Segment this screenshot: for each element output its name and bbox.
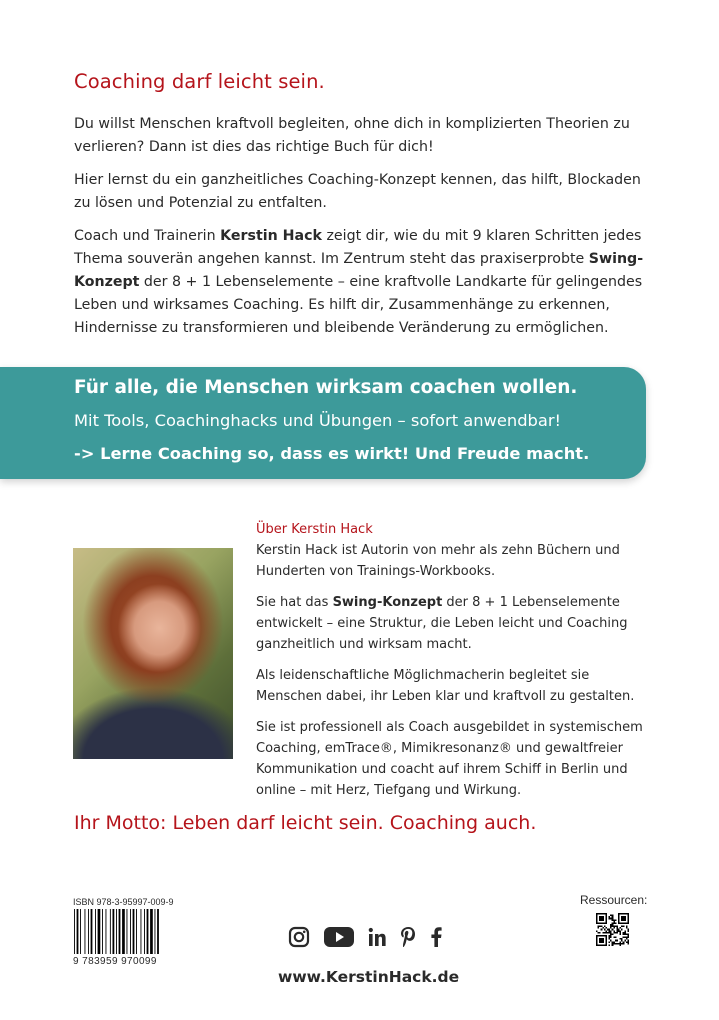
linkedin-icon[interactable] xyxy=(368,927,386,947)
banner-line-1: Für alle, die Menschen wirksam coachen wollen. xyxy=(74,377,578,398)
pinterest-icon[interactable] xyxy=(400,926,416,948)
author-name: Kerstin Hack xyxy=(220,228,322,244)
text-run: Sie hat das xyxy=(256,595,333,610)
concept-name: Swing-Konzept xyxy=(74,251,644,290)
text-run: der 8 + 1 Lebenselemente – eine kraftvolle Landkarte für gelingendes Leben und wirksames Coaching. Es hilft dir, Zusammenhänge zu erkennen, Hindernisse zu transformieren und bleibende Veränderung zu ermöglichen. xyxy=(74,274,643,336)
text-run: der 8 + 1 Lebenselemente entwickelt – eine Struktur, die Leben leicht und Coaching ganzheitlich und wirksam macht. xyxy=(256,595,628,652)
intro-paragraph-2: Hier lernst du ein ganzheitliches Coaching-Konzept kennen, das hilft, Blockaden zu lösen und Potenzial zu entfalten. xyxy=(74,172,641,211)
social-links xyxy=(288,926,442,948)
motto: Ihr Motto: Leben darf leicht sein. Coaching auch. xyxy=(74,812,537,834)
isbn-label: ISBN 978-3-95997-009-9 xyxy=(73,897,174,907)
isbn-digits: 9 783959 970099 xyxy=(73,956,157,967)
author-photo xyxy=(73,548,233,759)
about-heading: Über Kerstin Hack xyxy=(256,522,373,537)
intro-paragraph-1: Du willst Menschen kraftvoll begleiten, ohne dich in komplizierten Theorien zu verlieren? Dann ist dies das richtige Buch für dich! xyxy=(74,116,630,155)
intro-headline: Coaching darf leicht sein. xyxy=(74,70,325,93)
about-paragraph-4: Sie ist professionell als Coach ausgebildet in systemischem Coaching, emTrace®, Mimikresonanz® und gewaltfreier Kommunikation und coacht auf ihrem Schiff in Berlin und online – mit Herz, Tiefgang und Wirkung. xyxy=(256,720,643,798)
banner-line-3: -> Lerne Coaching so, dass es wirkt! Und Freude macht. xyxy=(74,444,590,463)
intro-paragraph-3 xyxy=(74,225,654,340)
about-paragraph-2 xyxy=(256,592,656,655)
teal-banner xyxy=(0,367,646,479)
about-section xyxy=(256,522,656,811)
instagram-icon[interactable] xyxy=(288,926,310,948)
barcode xyxy=(73,909,168,954)
concept-name: Swing-Konzept xyxy=(332,595,443,610)
text-run: zeigt dir, wie du mit 9 klaren Schritten jedes Thema souverän angehen kannst. Im Zentrum steht das praxiserprobte xyxy=(74,228,642,267)
intro-section xyxy=(74,70,654,350)
about-paragraph-1: Kerstin Hack ist Autorin von mehr als zehn Büchern und Hunderten von Trainings-Workbooks. xyxy=(256,543,620,579)
website-url[interactable]: www.KerstinHack.de xyxy=(278,968,460,986)
text-run: Coach und Trainerin xyxy=(74,228,221,244)
facebook-icon[interactable] xyxy=(430,926,442,948)
banner-line-2: Mit Tools, Coachinghacks und Übungen – sofort anwendbar! xyxy=(74,411,562,430)
about-paragraph-3: Als leidenschaftliche Möglichmacherin begleitet sie Menschen dabei, ihr Leben klar und kraftvoll zu gestalten. xyxy=(256,668,635,704)
youtube-icon[interactable] xyxy=(324,926,354,948)
resources-label: Ressourcen: xyxy=(580,893,648,907)
qr-code[interactable] xyxy=(596,913,629,946)
